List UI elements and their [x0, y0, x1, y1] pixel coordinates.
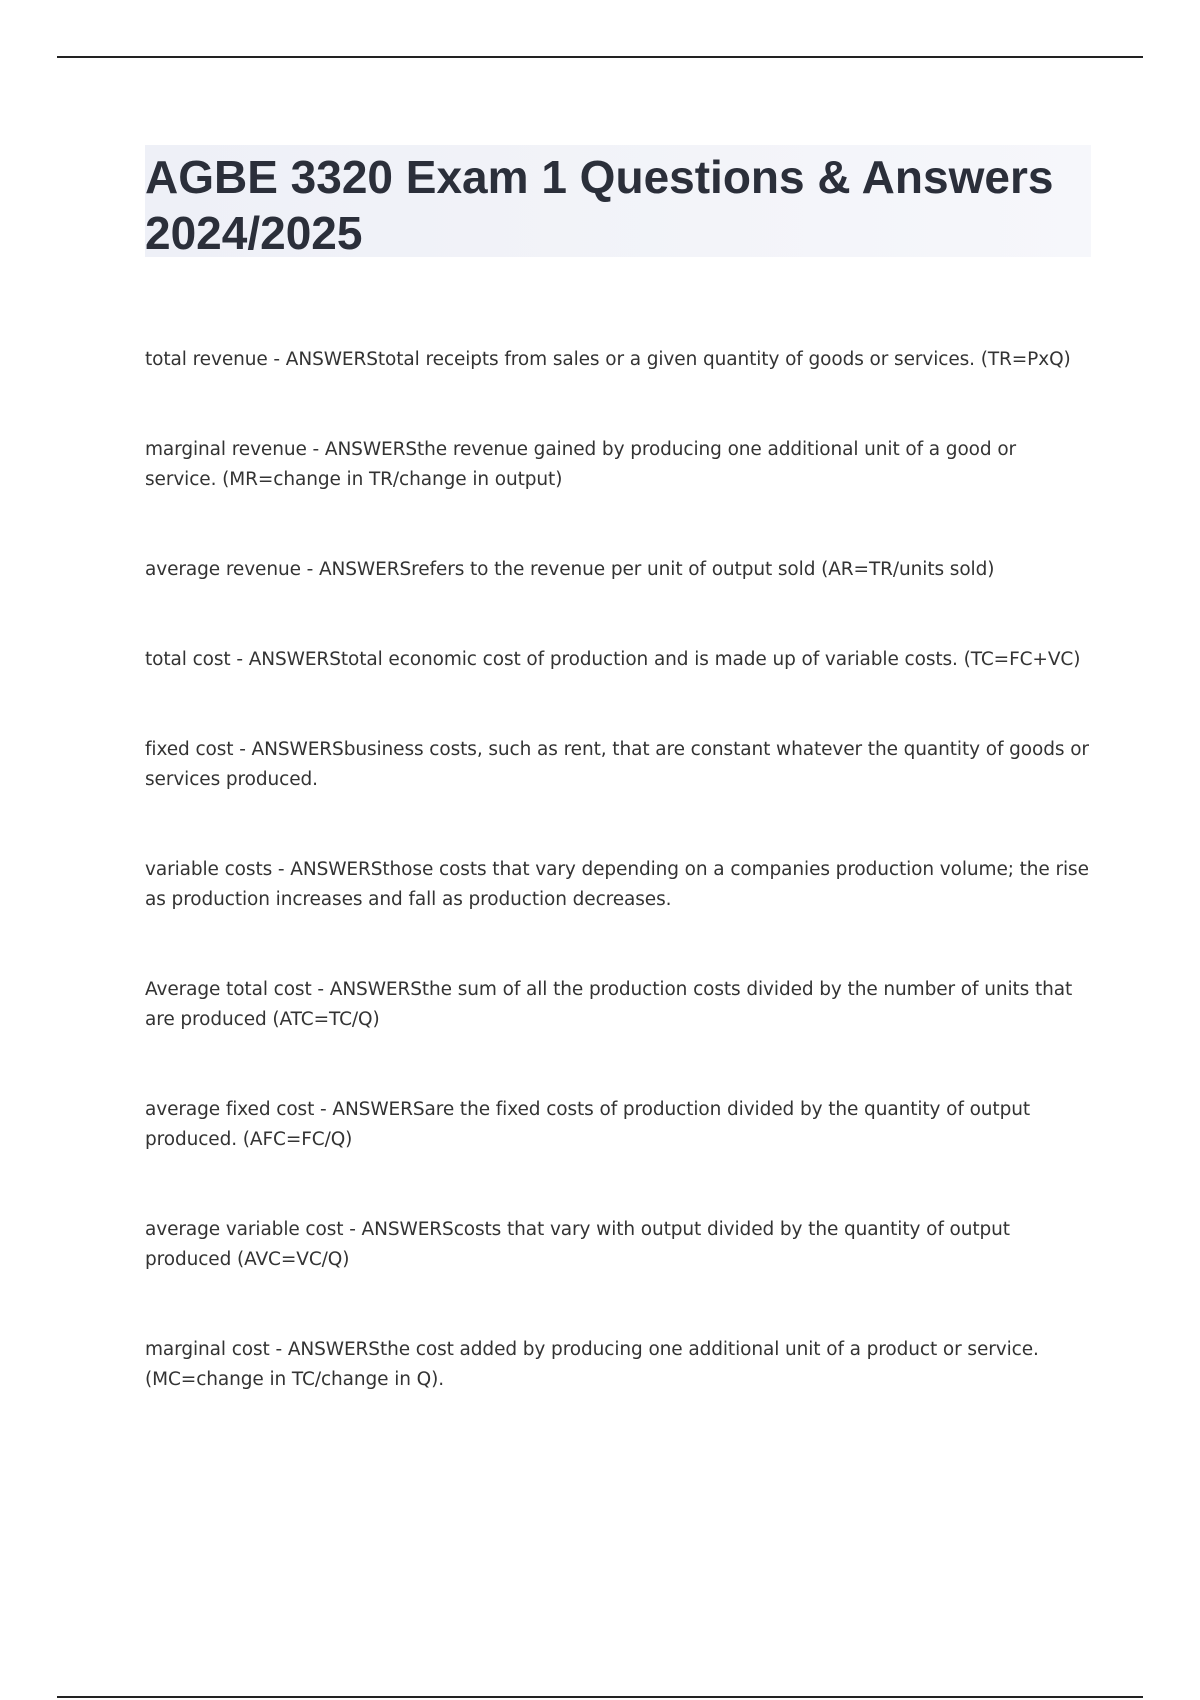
qa-term: average revenue — [145, 559, 301, 580]
qa-term: average variable cost — [145, 1219, 344, 1240]
qa-item — [145, 345, 1091, 375]
qa-term: total cost — [145, 649, 231, 670]
qa-separator: - ANSWERS — [269, 1339, 380, 1360]
qa-term: Average total cost — [145, 979, 312, 1000]
qa-answer: the sum of all the production costs divided by the number of units that are produced (ATC=TC/Q) — [145, 979, 1073, 1030]
qa-item — [145, 1095, 1091, 1155]
qa-list — [145, 345, 1091, 1455]
qa-answer: total economic cost of production and is made up of variable costs. (TC=FC+VC) — [340, 649, 1081, 670]
qa-separator: - ANSWERS — [343, 1219, 454, 1240]
qa-term: marginal revenue — [145, 439, 307, 460]
qa-separator: - ANSWERS — [267, 349, 378, 370]
bottom-rule — [57, 1696, 1143, 1698]
qa-term: total revenue — [145, 349, 268, 370]
qa-item — [145, 855, 1091, 915]
qa-item — [145, 645, 1091, 675]
qa-answer: are the fixed costs of production divided by the quantity of output produced. (AFC=FC/Q) — [145, 1099, 1030, 1150]
qa-item — [145, 435, 1091, 495]
qa-separator: - ANSWERS — [311, 979, 422, 1000]
qa-answer: the revenue gained by producing one additional unit of a good or service. (MR=change in TR/change in output) — [145, 439, 1017, 490]
qa-separator: - ANSWERS — [300, 559, 412, 580]
qa-separator: - ANSWERS — [272, 859, 383, 880]
qa-term: marginal cost — [145, 1339, 270, 1360]
qa-separator: - ANSWERS — [306, 439, 418, 460]
qa-answer: business costs, such as rent, that are constant whatever the quantity of goods or services produced. — [145, 739, 1089, 790]
qa-answer: total receipts from sales or a given quantity of goods or services. (TR=PxQ) — [377, 349, 1071, 370]
qa-item — [145, 555, 1091, 585]
qa-term: average fixed cost — [145, 1099, 315, 1120]
qa-term: variable costs — [145, 859, 273, 880]
top-rule — [57, 56, 1143, 58]
qa-separator: - ANSWERS — [233, 739, 344, 760]
qa-answer: the cost added by producing one additional unit of a product or service. (MC=change in TC/change in Q). — [145, 1339, 1039, 1390]
qa-answer: costs that vary with output divided by the quantity of output produced (AVC=VC/Q) — [145, 1219, 1010, 1270]
qa-separator: - ANSWERS — [314, 1099, 425, 1120]
title-banner — [145, 145, 1091, 257]
qa-separator: - ANSWERS — [230, 649, 341, 670]
qa-term: fixed cost — [145, 739, 234, 760]
qa-answer: refers to the revenue per unit of output sold (AR=TR/units sold) — [411, 559, 995, 580]
qa-item — [145, 1215, 1091, 1275]
qa-item — [145, 1335, 1091, 1395]
qa-answer: those costs that vary depending on a companies production volume; the rise as production increases and fall as production decreases. — [145, 859, 1089, 910]
qa-item — [145, 975, 1091, 1035]
qa-item — [145, 735, 1091, 795]
document-title: AGBE 3320 Exam 1 Questions & Answers 2024/2025 — [145, 151, 1054, 259]
